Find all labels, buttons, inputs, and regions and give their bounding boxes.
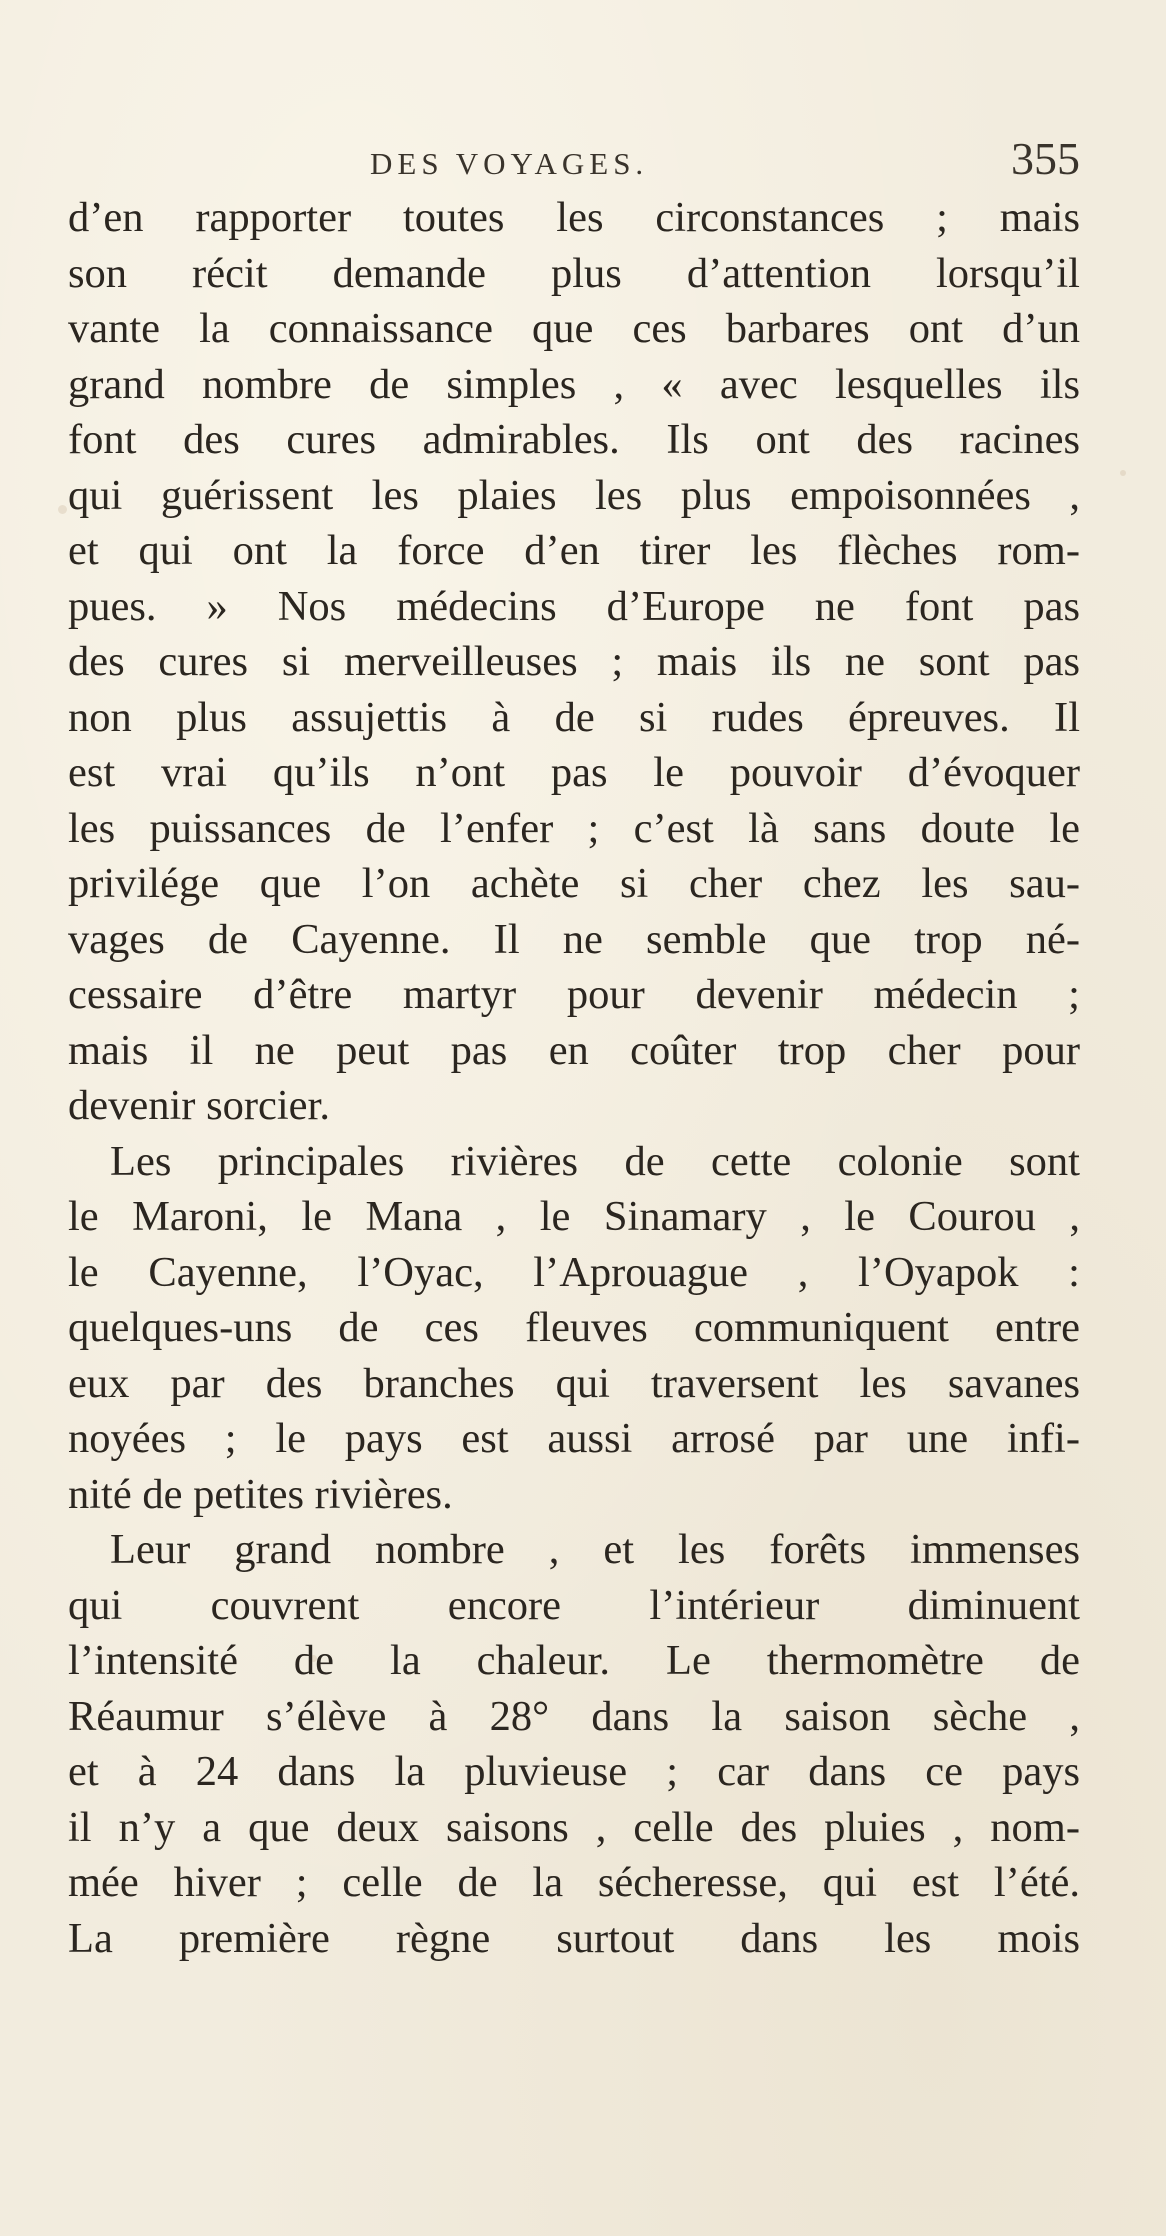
text-line: l’intensité de la chaleur. Le thermomètre de [68, 1637, 1080, 1684]
text-line: Réaumur s’élève à 28° dans la saison sèche , [68, 1692, 1080, 1740]
text-line: vages de Cayenne. Il ne semble que trop né- [68, 915, 1080, 963]
paper-stain [1120, 470, 1126, 476]
text-line: qui guérissent les plaies les plus empoisonnées , [68, 471, 1080, 519]
text-line: eux par des branches qui traversent les savanes [68, 1359, 1080, 1407]
text-line: mée hiver ; celle de la sécheresse, qui est l’été. [68, 1859, 1080, 1906]
text-line: et à 24 dans la pluvieuse ; car dans ce pays [68, 1748, 1080, 1795]
text-line: cessaire d’être martyr pour devenir médecin ; [68, 971, 1080, 1018]
paragraph-end-line: nité de petites rivières. [68, 1470, 453, 1518]
text-line: le Cayenne, l’Oyac, l’Aprouague , l’Oyapok : [68, 1248, 1080, 1296]
text-line: pues. » Nos médecins d’Europe ne font pas [68, 582, 1080, 630]
text-line: vante la connaissance que ces barbares ont d’un [68, 305, 1080, 352]
paragraph-end-line: devenir sorcier. [68, 1082, 330, 1129]
running-title: DES VOYAGES. [370, 146, 649, 181]
text-line: et qui ont la force d’en tirer les flèches rom- [68, 527, 1080, 574]
paper-stain [58, 505, 67, 514]
page-number: 355 [1011, 133, 1080, 184]
text-line: noyées ; le pays est aussi arrosé par une infi- [68, 1415, 1080, 1462]
text-line: non plus assujettis à de si rudes épreuves. Il [68, 693, 1080, 741]
text-line: privilége que l’on achète si cher chez les sau- [68, 860, 1080, 907]
text-line: quelques-uns de ces fleuves communiquent entre [68, 1304, 1080, 1351]
text-line: des cures si merveilleuses ; mais ils ne sont pas [68, 638, 1080, 685]
body-text [68, 190, 1080, 1966]
text-line: son récit demande plus d’attention lorsqu’il [68, 249, 1080, 297]
page-header [70, 128, 1080, 188]
text-line: font des cures admirables. Ils ont des racines [68, 416, 1080, 463]
text-line: le Maroni, le Mana , le Sinamary , le Courou , [68, 1193, 1080, 1240]
paragraph-start-line: Leur grand nombre , et les forêts immenses [110, 1526, 1080, 1573]
paragraph-start-line: Les principales rivières de cette colonie sont [110, 1137, 1080, 1185]
text-line: d’en rapporter toutes les circonstances ; mais [68, 194, 1080, 241]
text-line: qui couvrent encore l’intérieur diminuent [68, 1581, 1080, 1629]
text-line: les puissances de l’enfer ; c’est là sans doute le [68, 804, 1080, 852]
text-line: grand nombre de simples , « avec lesquelles ils [68, 360, 1080, 408]
text-line: mais il ne peut pas en coûter trop cher pour [68, 1026, 1080, 1074]
text-line: La première règne surtout dans les mois [68, 1914, 1080, 1962]
text-line: est vrai qu’ils n’ont pas le pouvoir d’évoquer [68, 749, 1080, 796]
text-line: il n’y a que deux saisons , celle des pluies , nom- [68, 1803, 1080, 1851]
